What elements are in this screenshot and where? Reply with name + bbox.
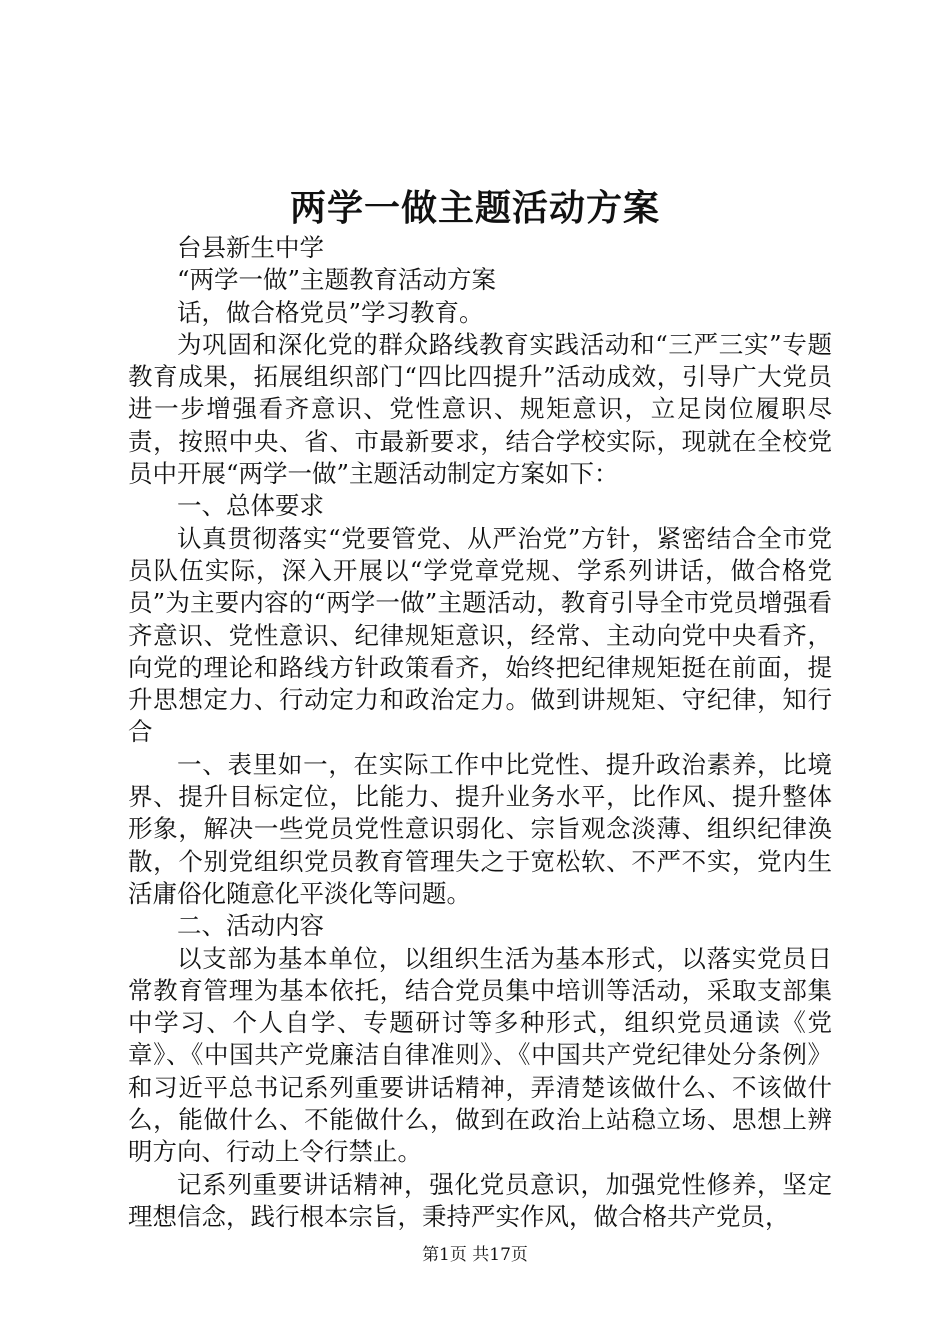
paragraph-school-name: 台县新生中学 bbox=[177, 233, 324, 262]
document-body bbox=[128, 232, 832, 1233]
paragraph-activity-content: 以支部为基本单位，以组织生活为基本形式，以落实党员日常教育管理为基本依托，结合党员集中培训等活动，采取支部集中学习、个人自学、专题研讨等多种形式，组织党员通读《党章》、《中国共产党廉洁自律准则》、《中国共产党纪律处分条例》和习近平总书记系列重要讲话精神，弄清楚该做什么、不该做什么，能做什么、不能做什么，做到在政治上站稳立场、思想上辨明方向、行动上令行禁止。 bbox=[128, 943, 832, 1167]
paragraph-fragment: 话，做合格党员”学习教育。 bbox=[177, 297, 484, 327]
section-heading-activity-content: 二、活动内容 bbox=[177, 911, 324, 941]
paragraph-consistency: 一、表里如一，在实际工作中比党性、提升政治素养，比境界、提升目标定位，比能力、提升业务水平，比作风、提升整体形象，解决一些党员党性意识弱化、宗旨观念淡薄、组织纪律涣散，个别党组织党员教育管理失之于宽松软、不严不实，党内生活庸俗化随意化平淡化等问题。 bbox=[128, 749, 832, 908]
document-title: 两学一做主题活动方案 bbox=[289, 187, 660, 229]
paragraph-plan-subtitle: “两学一做”主题教育活动方案 bbox=[177, 265, 497, 295]
paragraph-intro: 为巩固和深化党的群众路线教育实践活动和“三严三实”专题教育成果，拓展组织部门“四比四提升”活动成效，引导广大党员进一步增强看齐意识、党性意识、规矩意识，立足岗位履职尽责，按照中央、省、市最新要求，结合学校实际，现就在全校党员中开展“两学一做”主题活动制定方案如下： bbox=[128, 329, 832, 489]
paragraph-speech-study: 记系列重要讲话精神，强化党员意识，加强党性修养，坚定理想信念，践行根本宗旨，秉持严实作风，做合格共产党员， bbox=[128, 1169, 832, 1231]
paragraph-general-requirements: 认真贯彻落实“党要管党、从严治党”方针，紧密结合全市党员队伍实际，深入开展以“学党章党规、学系列讲话，做合格党员”为主要内容的“两学一做”主题活动，教育引导全市党员增强看齐意识、党性意识、纪律规矩意识，经常、主动向党中央看齐，向党的理论和路线方针政策看齐，始终把纪律规矩挺在前面，提升思想定力、行动定力和政治定力。做到讲规矩、守纪律，知行合 bbox=[128, 523, 832, 747]
page-number-footer: 第1页 共17页 bbox=[422, 1245, 528, 1265]
section-heading-general-requirements: 一、总体要求 bbox=[177, 491, 324, 521]
